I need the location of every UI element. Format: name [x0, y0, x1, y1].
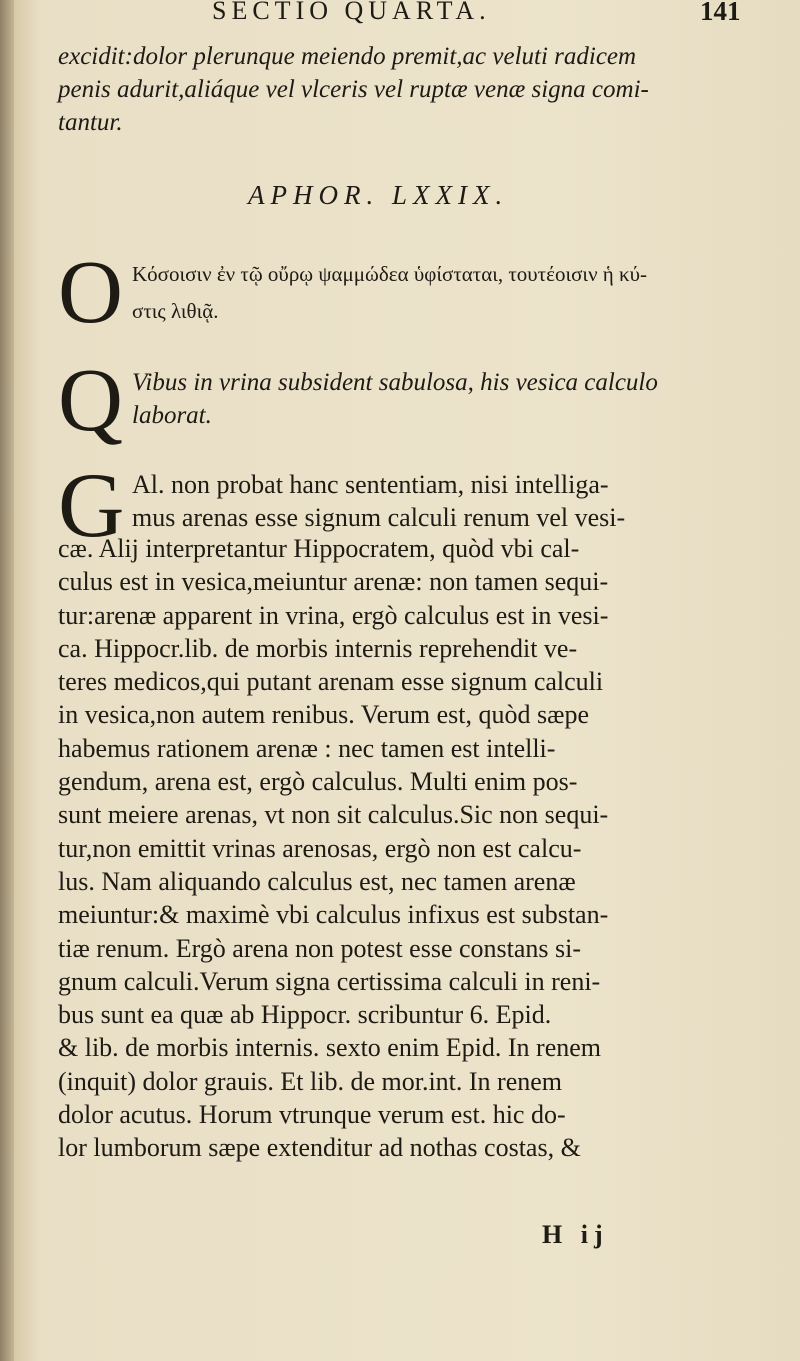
text-line: ca. Hippocr.lib. de morbis internis reprehendit ve- [58, 633, 578, 663]
text-line: lus. Nam aliquando calculus est, nec tamen arenæ [58, 866, 576, 896]
text-line: habemus rationem arenæ : nec tamen est intelli- [58, 733, 556, 763]
text-line: Al. non probat hanc sententiam, nisi intelliga- [132, 470, 609, 499]
text-line: in vesica,non autem renibus. Verum est, quòd sæpe [58, 700, 589, 730]
text-line: cæ. Alij interpretantur Hippocratem, quòd vbi cal- [58, 534, 580, 563]
text-line: culus est in vesica,meiuntur arenæ: non tamen sequi- [58, 567, 609, 597]
text-line: Vibus in vrina subsident sabulosa, his vesica calculo [132, 369, 658, 396]
page-header [0, 0, 800, 32]
text-line: lor lumborum sæpe extenditur ad nothas costas, & [58, 1133, 581, 1163]
text-line: meiuntur:& maximè vbi calculus infixus est substan- [58, 900, 609, 930]
text-line: tantur. [58, 109, 123, 136]
signature-mark: H ij [542, 1220, 609, 1249]
text-line: στις λιθιᾷ. [132, 299, 219, 323]
text-line: bus sunt ea quæ ab Hippocr. scribuntur 6. Epid. [58, 1000, 552, 1030]
text-line: gnum calculi.Verum signa certissima calculi in reni- [58, 966, 601, 996]
running-title: SECTIO QUARTA. [212, 0, 491, 25]
text-line: excidit:dolor plerunque meiendo premit,ac veluti radicem [58, 43, 637, 70]
greek-aphorism [58, 243, 788, 342]
text-line: teres medicos,qui putant arenam esse signum calculi [58, 667, 604, 697]
text-line: tiæ renum. Ergò arena non potest esse constans si- [58, 933, 582, 963]
page-number: 141 [700, 0, 741, 26]
text-line: tur,non emittit vrinas arenosas, ergò non est calcu- [58, 833, 582, 863]
text-line: sunt meiere arenas, vt non sit calculus.Sic non sequi- [58, 800, 609, 830]
drop-cap: G [58, 454, 125, 556]
latin-aphorism [58, 351, 788, 450]
text-line: laborat. [132, 402, 212, 429]
text-line: mus arenas esse signum calculi renum vel vesi- [132, 503, 626, 532]
text-line: Κόσοισιν ἐν τῷ οὔρῳ ψαμμώδεα ὑφίσταται, τουτέοισιν ἡ κύ- [132, 262, 648, 286]
text-line: penis adurit,aliáque vel vlceris vel ruptæ venæ signa comi- [58, 76, 649, 103]
text-line: gendum, arena est, ergò calculus. Multi enim pos- [58, 767, 578, 797]
text-line: & lib. de morbis internis. sexto enim Epid. In renem [58, 1033, 602, 1063]
text-line: tur:arenæ apparent in vrina, ergò calculus est in vesi- [58, 600, 609, 630]
aphorism-title: APHOR. LXXIX. [248, 180, 509, 210]
drop-cap: O [58, 243, 123, 342]
text-line: (inquit) dolor grauis. Et lib. de mor.int. In renem [58, 1066, 563, 1096]
continued-text [58, 40, 778, 139]
page-gutter [0, 0, 14, 1361]
drop-cap: Q [58, 351, 123, 450]
text-line: dolor acutus. Horum vtrunque verum est. hic do- [58, 1100, 566, 1130]
